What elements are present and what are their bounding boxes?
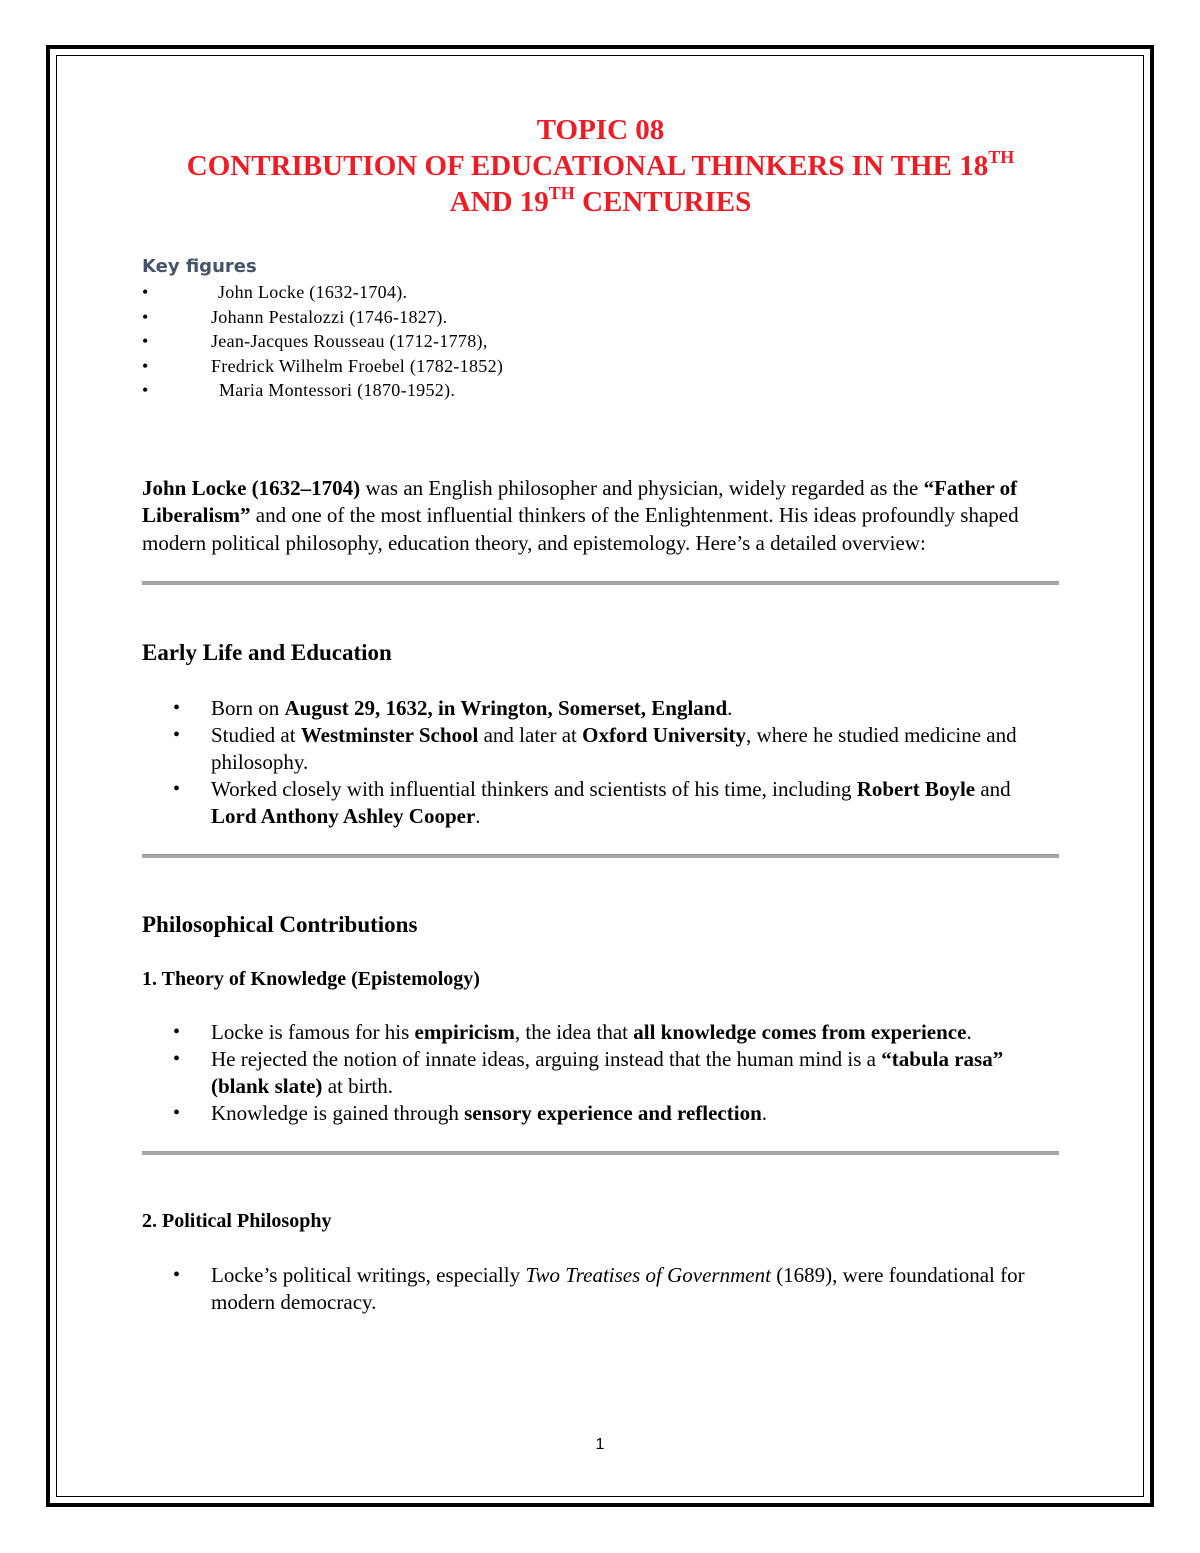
key-figures-list — [142, 280, 1059, 403]
list-item: • John Locke (1632-1704). — [142, 280, 1059, 305]
list-item: • Locke’s political writings, especially Two Treatises of Government (1689), were foundational for modern democracy. — [142, 1262, 1059, 1316]
title-line-3: AND 19TH CENTURIES — [449, 183, 752, 218]
title-topic: TOPIC 08 — [536, 114, 665, 146]
horizontal-rule — [142, 1151, 1059, 1155]
list-item: • Fredrick Wilhelm Froebel (1782-1852) — [142, 354, 1059, 379]
page-number: 1 — [595, 1436, 605, 1453]
key-figures-heading: Key figures — [142, 256, 257, 277]
intro-paragraph: John Locke (1632–1704) was an English philosopher and physician, widely regarded as the “Father of Liberalism” and one of the most influential thinkers of the Enlightenment. His ideas profoundly shaped modern political philosophy, education theory, and epistemology. Here’s a detailed overview: — [142, 475, 1019, 555]
list-item: • He rejected the notion of innate ideas, arguing instead that the human mind is a “tabula rasa” (blank slate) at birth. — [142, 1046, 1059, 1100]
political-subheading: 2. Political Philosophy — [142, 1210, 332, 1232]
horizontal-rule — [142, 854, 1059, 858]
early-life-list — [142, 695, 1059, 830]
document-body — [142, 112, 1059, 1316]
list-item: • Johann Pestalozzi (1746-1827). — [142, 305, 1059, 330]
list-item: • Locke is famous for his empiricism, the idea that all knowledge comes from experience. — [142, 1019, 1059, 1046]
list-item: • Studied at Westminster School and later at Oxford University, where he studied medicine and philosophy. — [142, 722, 1059, 776]
political-list — [142, 1262, 1059, 1316]
list-item: • Jean-Jacques Rousseau (1712-1778), — [142, 329, 1059, 354]
list-item: • Knowledge is gained through sensory experience and reflection. — [142, 1100, 1059, 1127]
list-item: • Worked closely with influential thinkers and scientists of his time, including Robert Boyle and Lord Anthony Ashley Cooper. — [142, 776, 1059, 830]
horizontal-rule — [142, 581, 1059, 585]
early-life-heading: Early Life and Education — [142, 640, 392, 665]
list-item: • Born on August 29, 1632, in Wrington, Somerset, England. — [142, 695, 1059, 722]
document-title — [142, 112, 1059, 220]
list-item: • Maria Montessori (1870-1952). — [142, 378, 1059, 403]
epistemology-list — [142, 1019, 1059, 1127]
philosophical-heading: Philosophical Contributions — [142, 912, 418, 937]
epistemology-subheading: 1. Theory of Knowledge (Epistemology) — [142, 968, 480, 990]
title-line-2: CONTRIBUTION OF EDUCATIONAL THINKERS IN THE 18TH — [186, 147, 1015, 182]
